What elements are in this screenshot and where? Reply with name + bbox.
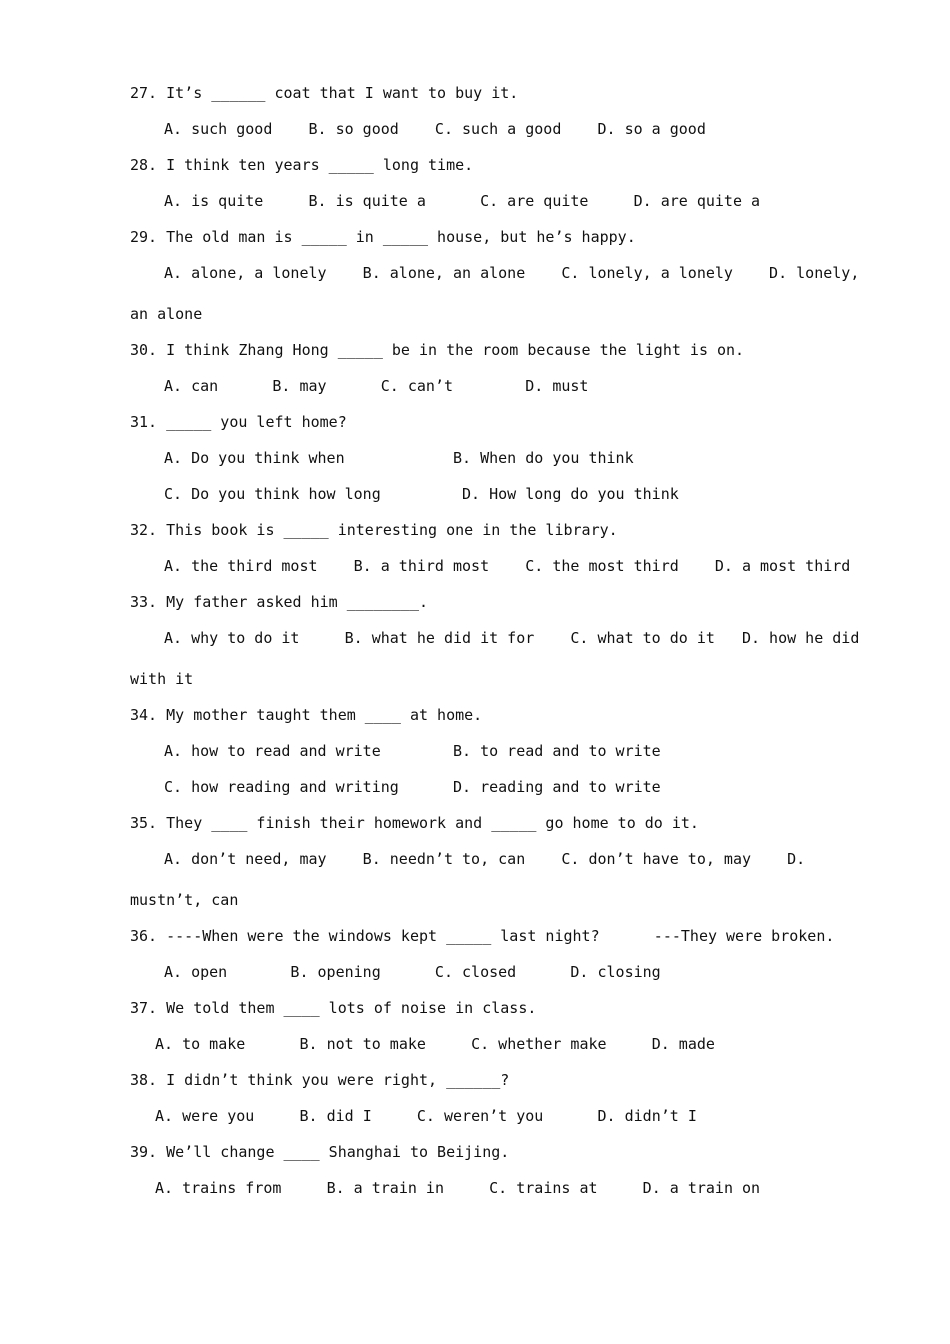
question-31: 31. _____ you left home? (130, 413, 347, 431)
question-32: 32. This book is _____ interesting one in the library. (130, 521, 618, 539)
question-39: 39. We’ll change ____ Shanghai to Beijing. (130, 1143, 510, 1161)
question-27-options: A. such good B. so good C. such a good D. so a good (164, 120, 706, 138)
question-36-options: A. open B. opening C. closed D. closing (164, 963, 661, 981)
question-33-options-continued: with it (130, 670, 194, 688)
question-29: 29. The old man is _____ in _____ house, but he’s happy. (130, 228, 636, 246)
question-36: 36. ----When were the windows kept _____ last night? ---They were broken. (130, 927, 835, 945)
question-34-options-ab: A. how to read and write B. to read and to write (164, 742, 661, 760)
question-33: 33. My father asked him ________. (130, 593, 429, 611)
question-38-options: A. were you B. did I C. weren’t you D. didn’t I (155, 1107, 697, 1125)
question-29-options: A. alone, a lonely B. alone, an alone C. lonely, a lonely D. lonely, (164, 264, 860, 282)
question-37: 37. We told them ____ lots of noise in class. (130, 999, 537, 1017)
question-38: 38. I didn’t think you were right, ______? (130, 1071, 510, 1089)
question-31-options-ab: A. Do you think when B. When do you think (164, 449, 634, 467)
question-35-options: A. don’t need, may B. needn’t to, can C. don’t have to, may D. (164, 850, 806, 868)
question-29-options-continued: an alone (130, 305, 203, 323)
question-35: 35. They ____ finish their homework and _____ go home to do it. (130, 814, 699, 832)
question-37-options: A. to make B. not to make C. whether make D. made (155, 1035, 715, 1053)
question-34: 34. My mother taught them ____ at home. (130, 706, 483, 724)
question-39-options: A. trains from B. a train in C. trains at D. a train on (155, 1179, 761, 1197)
question-35-options-continued: mustn’t, can (130, 891, 239, 909)
question-30-options: A. can B. may C. can’t D. must (164, 377, 589, 395)
question-28: 28. I think ten years _____ long time. (130, 156, 474, 174)
question-32-options: A. the third most B. a third most C. the most third D. a most third (164, 557, 851, 575)
question-27: 27. It’s ______ coat that I want to buy it. (130, 84, 519, 102)
question-28-options: A. is quite B. is quite a C. are quite D. are quite a (164, 192, 761, 210)
question-30: 30. I think Zhang Hong _____ be in the room because the light is on. (130, 341, 745, 359)
question-31-options-cd: C. Do you think how long D. How long do you think (164, 485, 679, 503)
question-33-options: A. why to do it B. what he did it for C. what to do it D. how he did (164, 629, 860, 647)
question-34-options-cd: C. how reading and writing D. reading and to write (164, 778, 661, 796)
